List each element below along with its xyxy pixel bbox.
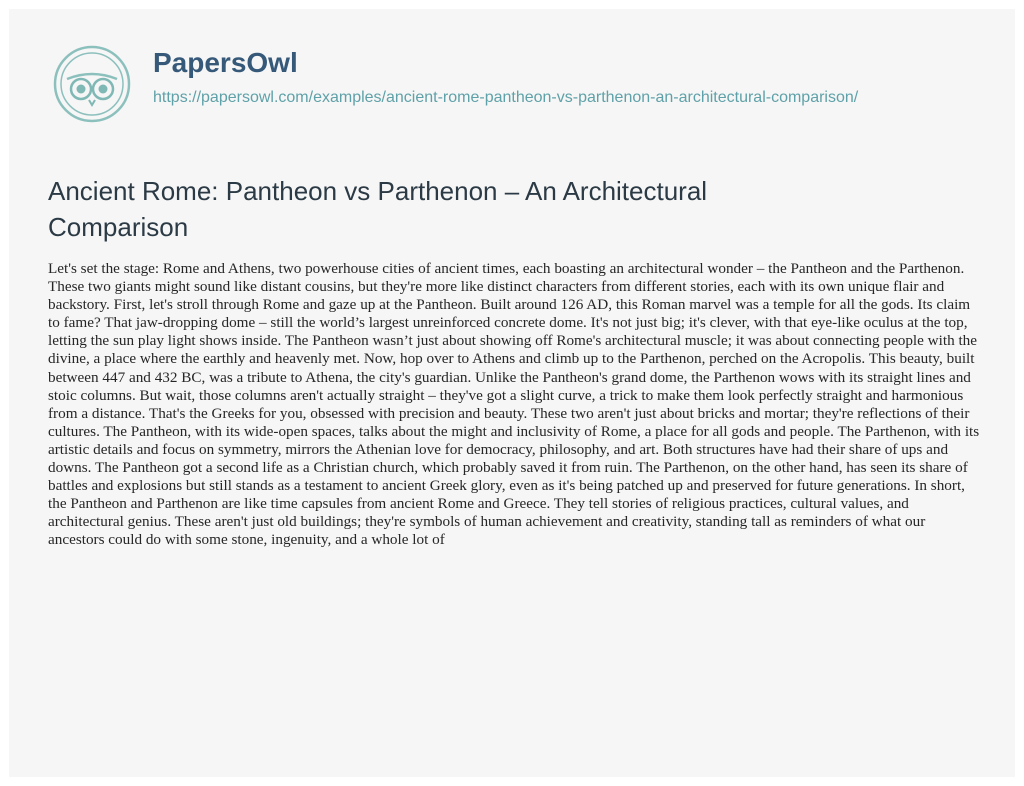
document-body: Let's set the stage: Rome and Athens, two powerhouse cities of ancient times, each boasting an architectural wonder – the Pantheon and the Parthenon. These two giants might sound like distant cousins, but they're more like distinct characters from different stories, each with its own unique flair and backstory. First, let's stroll through Rome and gaze up at the Pantheon. Built around 126 AD, this Roman marvel was a temple for all the gods. Its claim to fame? That jaw-dropping dome – still the world’s largest unreinforced concrete dome. It's not just big; it's clever, with that eye-like oculus at the top, letting the sun play light shows inside. The Pantheon wasn’t just about showing off Rome's architectural muscle; it was about connecting people with the divine, a place where the earthly and heavenly met. Now, hop over to Athens and climb up to the Parthenon, perched on the Acropolis. This beauty, built between 447 and 432 BC, was a tribute to Athena, the city's guardian. Unlike the Pantheon's grand dome, the Parthenon wows with its straight lines and stoic columns. But wait, those columns aren't actually straight – they've got a slight curve, a trick to make them look perfectly straight and harmonious from a distance. That's the Greeks for you, obsessed with precision and beauty. These two aren't just about bricks and mortar; they're reflections of their cultures. The Pantheon, with its wide-open spaces, talks about the might and inclusivity of Rome, a place for all gods and people. The Parthenon, with its artistic details and focus on symmetry, mirrors the Athenian love for democracy, philosophy, and art. Both structures have had their share of ups and downs. The Pantheon got a second life as a Christian church, which probably saved it from ruin. The Parthenon, on the other hand, has seen its share of battles and explosions but still stands as a testament to ancient Greek glory, even as it's being patched up and preserved for future generations. In short, the Pantheon and Parthenon are like time capsules from ancient Rome and Greece. They tell stories of religious practices, cultural values, and architectural genius. These aren't just old buildings; they're symbols of human achievement and creativity, standing tall as reminders of what our ancestors could do with some stone, ingenuity, and a whole lot of [48,260,980,549]
brand-name: PapersOwl [153,47,298,78]
document-page [9,9,1015,777]
source-url-link[interactable]: https://papersowl.com/examples/ancient-rome-pantheon-vs-parthenon-an-architectural-comparison/ [153,89,859,106]
document-title: Ancient Rome: Pantheon vs Parthenon – An Architectural Comparison [48,176,708,242]
site-header [53,45,913,123]
owl-eyes-icon [53,45,131,123]
brand-block [153,45,913,109]
